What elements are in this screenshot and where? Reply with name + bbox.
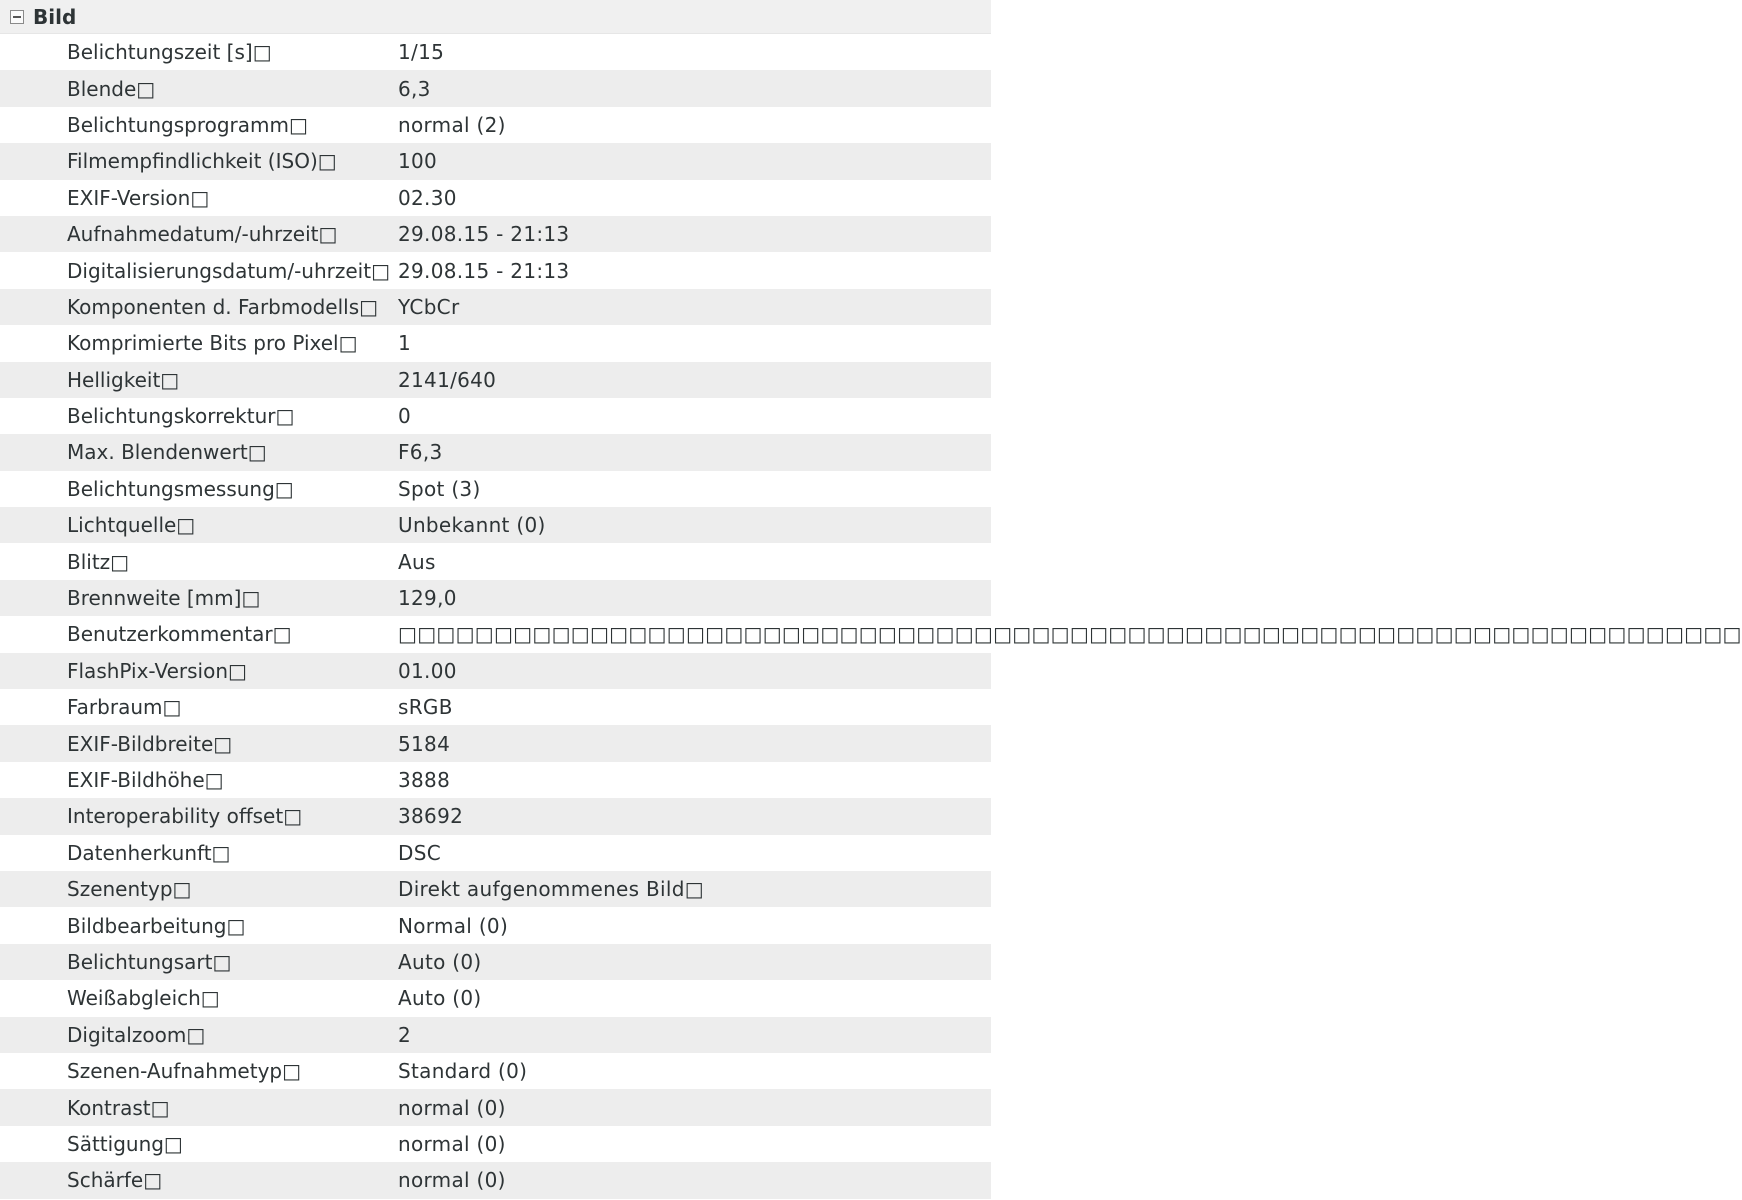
property-value: 02.30 [398,185,457,210]
table-row[interactable] [0,471,991,507]
property-value: 29.08.15 - 21:13 [398,222,570,247]
property-key: Komponenten d. Farbmodells□ [67,294,379,319]
table-row[interactable] [0,325,991,361]
property-key: Szenentyp□ [67,877,192,902]
property-key: Belichtungskorrektur□ [67,404,295,429]
table-row[interactable] [0,689,991,725]
property-key: Weißabgleich□ [67,986,220,1011]
property-key: Szenen-Aufnahmetyp□ [67,1059,301,1084]
table-row[interactable] [0,434,991,470]
property-key: Benutzerkommentar□ [67,622,292,647]
property-key: Digitalzoom□ [67,1022,206,1047]
table-row[interactable] [0,398,991,434]
property-list [0,34,1742,1199]
property-value: □□□□□□□□□□□□□□□□□□□□□□□□□□□□□□□□□□□□□□□□□□□□□□□□□□□□□□□□□□□□□□□□□□□□□□ [398,622,1742,647]
property-key: Digitalisierungsdatum/-uhrzeit□ [67,258,390,283]
property-value: normal (2) [398,112,506,137]
property-key: Datenherkunft□ [67,840,231,865]
table-row[interactable] [0,34,991,70]
property-value: normal (0) [398,1168,506,1193]
table-row[interactable] [0,180,991,216]
property-key: Aufnahmedatum/-uhrzeit□ [67,222,338,247]
property-value: 29.08.15 - 21:13 [398,258,570,283]
property-key: Belichtungsprogramm□ [67,112,308,137]
table-row[interactable] [0,1162,991,1198]
table-row[interactable] [0,107,991,143]
property-key: Blitz□ [67,549,130,574]
property-key: Kontrast□ [67,1095,170,1120]
table-row[interactable] [0,1053,991,1089]
property-value: 6,3 [398,76,431,101]
property-value: Auto (0) [398,986,482,1011]
property-key: Belichtungszeit [s]□ [67,40,272,65]
table-row[interactable] [0,543,991,579]
property-value: 100 [398,149,438,174]
group-title: Bild [33,4,77,29]
property-value: Unbekannt (0) [398,513,546,538]
table-row[interactable] [0,944,991,980]
property-key: Brennweite [mm]□ [67,586,261,611]
property-value: 1/15 [398,40,445,65]
property-key: EXIF-Bildhöhe□ [67,768,224,792]
table-row[interactable] [0,1089,991,1125]
property-key: Bildbearbeitung□ [67,913,246,938]
property-value: 38692 [398,804,464,829]
property-value: Normal (0) [398,913,509,938]
property-key: Helligkeit□ [67,367,180,392]
collapse-minus-icon[interactable] [10,10,24,24]
table-row[interactable] [0,762,991,798]
table-row[interactable] [0,362,991,398]
property-key: Lichtquelle□ [67,513,196,538]
property-value: DSC [398,840,441,865]
property-value: 2141/640 [398,367,497,392]
table-row[interactable] [0,143,991,179]
property-key: Schärfe□ [67,1168,163,1193]
table-row[interactable] [0,653,991,689]
table-row[interactable] [0,507,991,543]
property-value: Spot (3) [398,476,481,501]
property-value: 01.00 [398,658,457,683]
property-key: Farbraum□ [67,695,182,720]
property-key: EXIF-Version□ [67,185,210,210]
table-row[interactable] [0,907,991,943]
property-key: Komprimierte Bits pro Pixel□ [67,331,358,356]
property-key: Filmempfindlichkeit (ISO)□ [67,149,337,174]
table-row[interactable] [0,1126,991,1162]
property-value: normal (0) [398,1095,506,1120]
property-value: 3888 [398,768,451,792]
table-row[interactable] [0,289,991,325]
property-key: FlashPix-Version□ [67,658,247,683]
table-row[interactable] [0,980,991,1016]
table-row[interactable] [0,835,991,871]
table-row[interactable] [0,725,991,761]
property-key: Sättigung□ [67,1131,183,1156]
property-key: Belichtungsmessung□ [67,476,294,501]
property-key: Interoperability offset□ [67,804,303,829]
property-value: normal (0) [398,1131,506,1156]
property-value: 1 [398,331,412,356]
property-value: Standard (0) [398,1059,528,1084]
property-key: EXIF-Bildbreite□ [67,731,233,756]
table-row[interactable] [0,616,1742,652]
property-key: Belichtungsart□ [67,949,232,974]
property-key: Max. Blendenwert□ [67,440,267,465]
group-header-bild[interactable] [0,0,991,34]
property-value: Aus [398,549,436,574]
table-row[interactable] [0,1017,991,1053]
table-row[interactable] [0,798,991,834]
property-value: Auto (0) [398,949,482,974]
property-value: 0 [398,404,412,429]
property-value: Direkt aufgenommenes Bild□ [398,877,704,902]
table-row[interactable] [0,70,991,106]
table-row[interactable] [0,216,991,252]
property-value: YCbCr [398,294,460,319]
table-row[interactable] [0,871,991,907]
property-value: sRGB [398,695,453,720]
property-value: F6,3 [398,440,443,465]
property-value: 2 [398,1022,412,1047]
property-value: 5184 [398,731,451,756]
table-row[interactable] [0,252,991,288]
property-key: Blende□ [67,76,156,101]
property-value: 129,0 [398,586,457,611]
table-row[interactable] [0,580,991,616]
